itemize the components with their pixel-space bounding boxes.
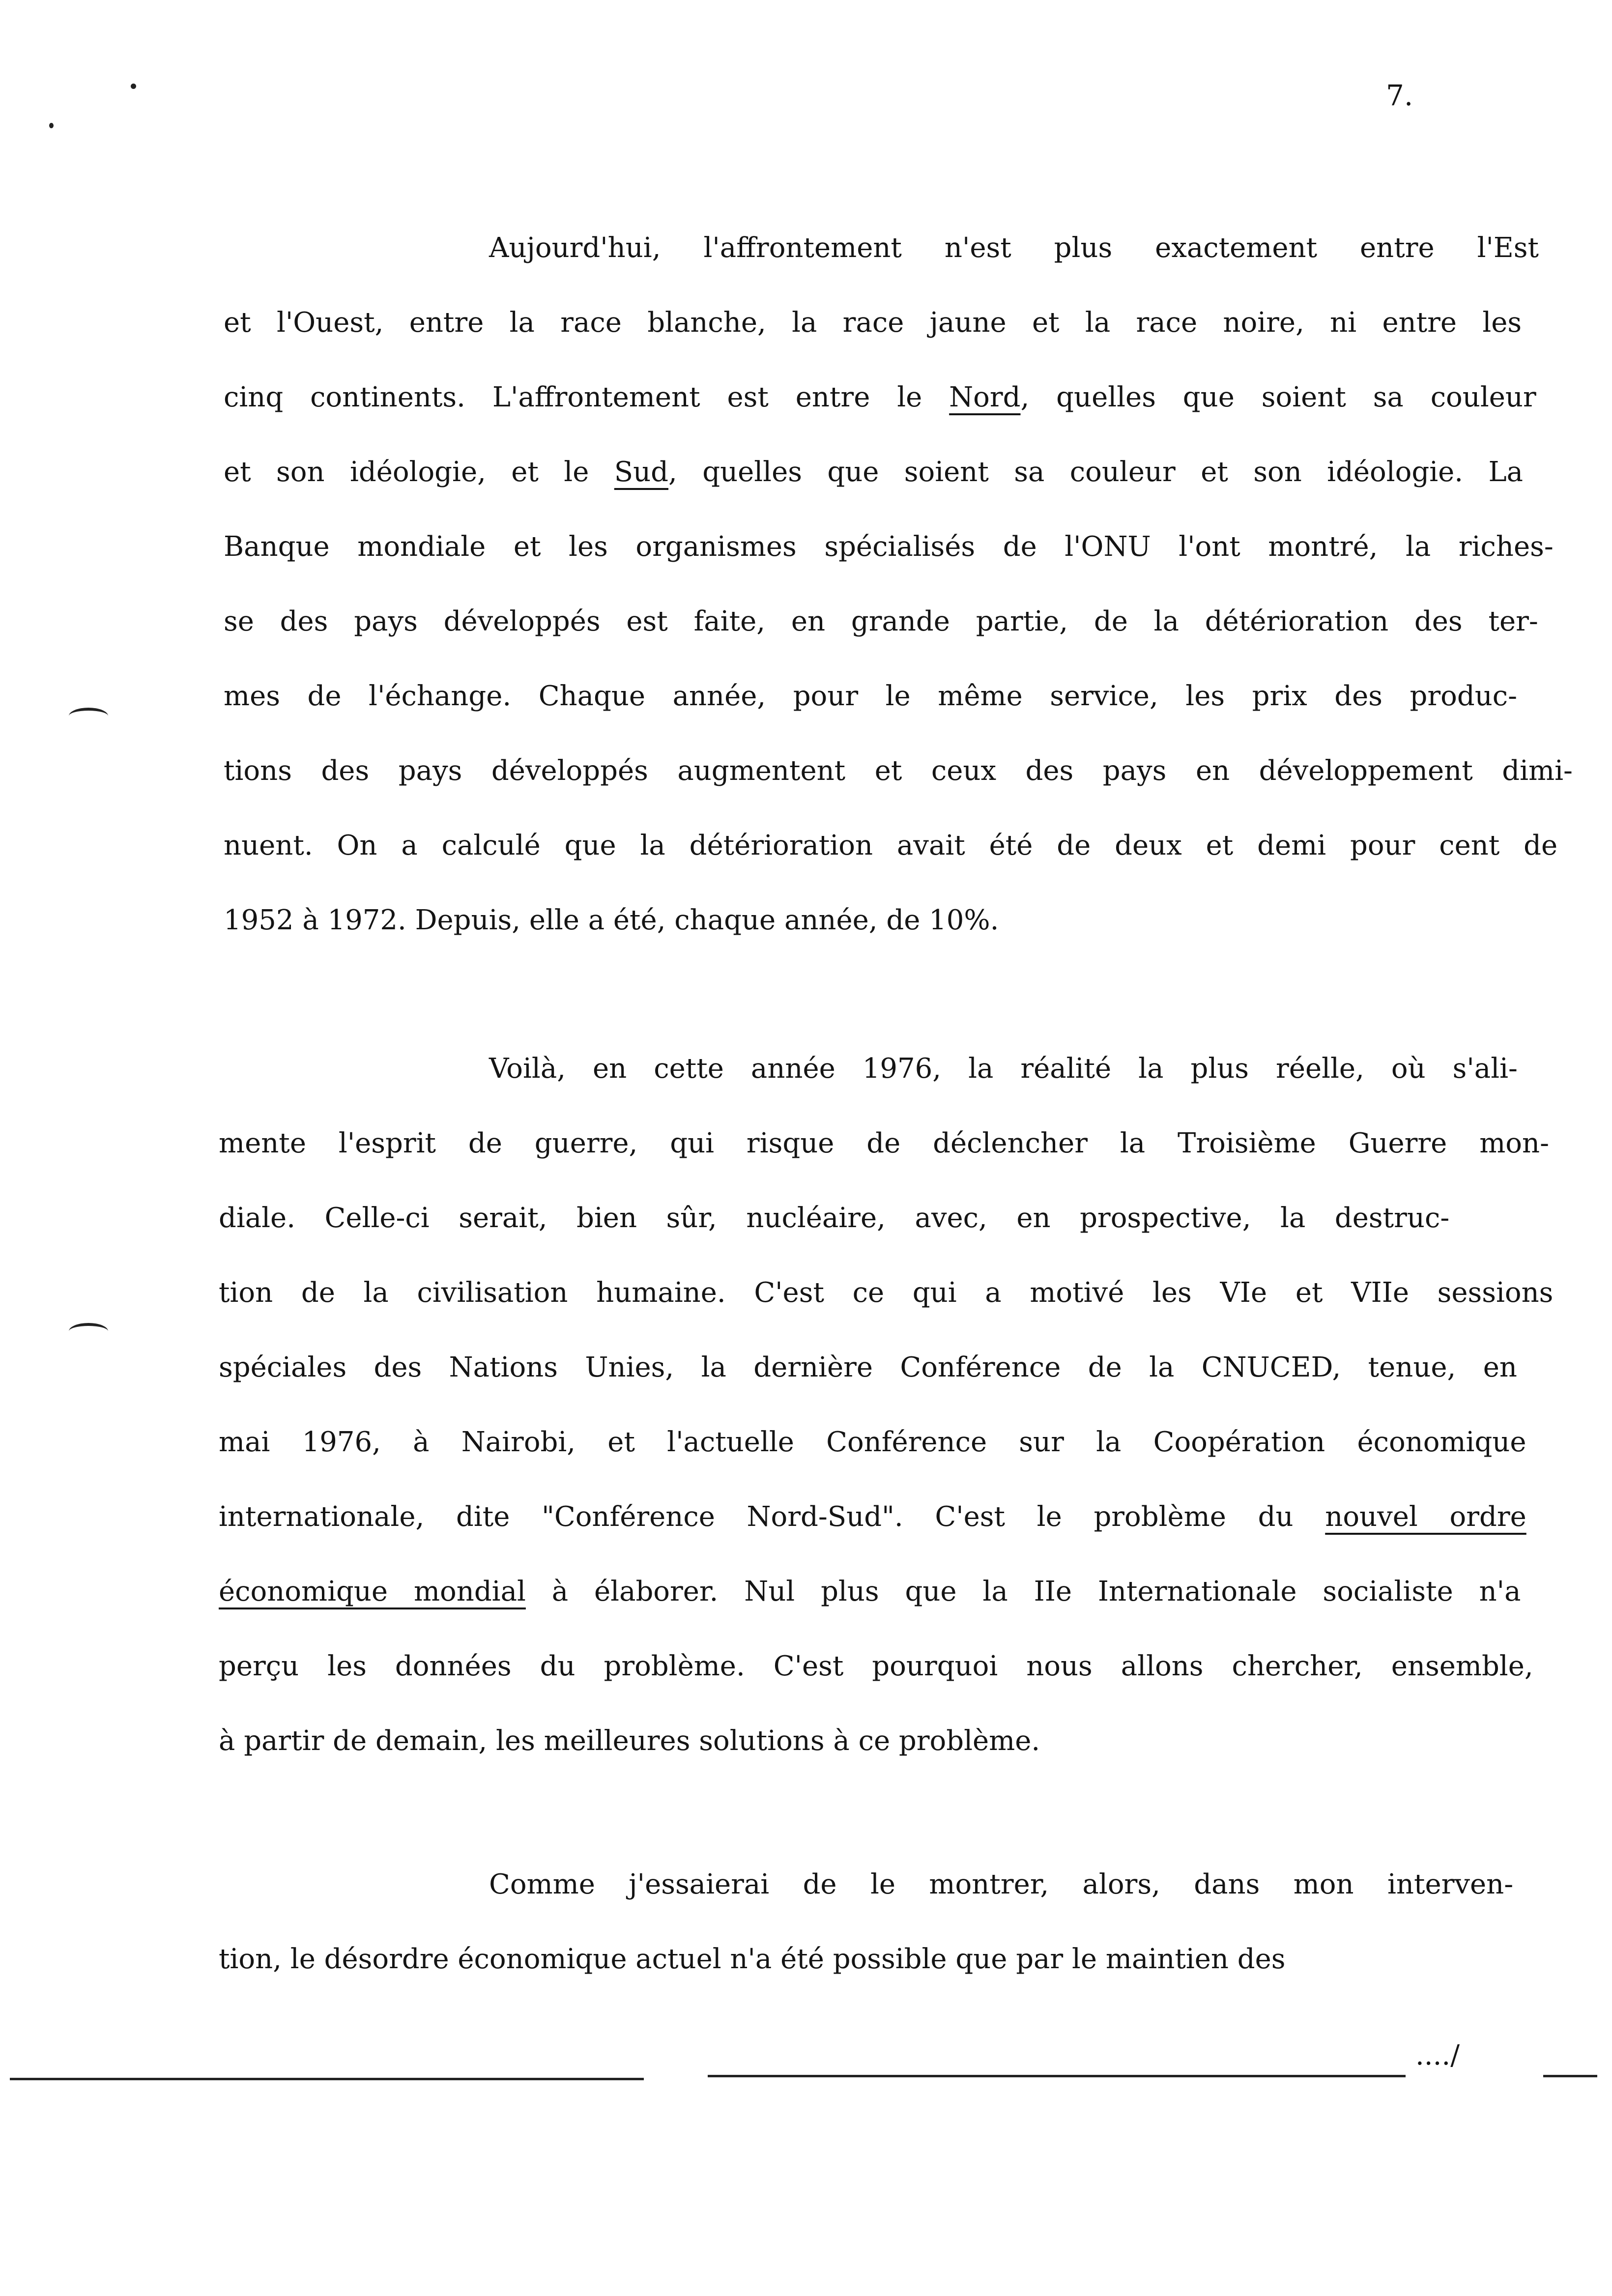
text-run: spéciales des Nations Unies, la dernière Conférence de la CNUCED, tenue, en xyxy=(219,1351,1517,1383)
underlined-text: Sud xyxy=(614,456,669,488)
scan-speck xyxy=(131,84,136,89)
scan-speck xyxy=(49,123,54,128)
text-line xyxy=(489,1867,1513,1902)
text-line xyxy=(219,1724,1040,1758)
text-line xyxy=(219,1276,1553,1310)
text-run: , quelles que soient sa couleur et son idéologie. La xyxy=(668,456,1524,488)
text-run: et l'Ouest, entre la race blanche, la race jaune et la race noire, ni entre les xyxy=(224,307,1522,339)
text-line xyxy=(219,1201,1449,1235)
text-run: à partir de demain, les meilleures solutions à ce problème. xyxy=(219,1725,1040,1757)
text-line xyxy=(219,1350,1517,1385)
margin-mark xyxy=(69,1323,108,1340)
text-line xyxy=(224,530,1554,564)
text-line xyxy=(489,1052,1518,1086)
underlined-text: nouvel ordre xyxy=(1325,1501,1526,1533)
text-line xyxy=(219,1575,1521,1609)
text-run: se des pays développés est faite, en grande partie, de la détérioration des ter- xyxy=(224,605,1538,637)
text-run: Voilà, en cette année 1976, la réalité la plus réelle, où s'ali- xyxy=(489,1053,1518,1085)
text-run: mai 1976, à Nairobi, et l'actuelle Conférence sur la Coopération économique xyxy=(219,1426,1526,1458)
text-line xyxy=(224,903,999,938)
text-run: , quelles que soient sa couleur xyxy=(1020,381,1536,413)
continuation-mark: ..../ xyxy=(1415,2039,1460,2071)
underlined-text: économique mondial xyxy=(219,1576,526,1607)
text-run: tion de la civilisation humaine. C'est ce qui a motivé les VIe et VIIe sessions xyxy=(219,1277,1554,1309)
text-line xyxy=(219,1942,1285,1977)
text-line xyxy=(219,1126,1549,1161)
text-line xyxy=(219,1425,1526,1460)
text-line xyxy=(224,679,1517,714)
text-run: cinq continents. L'affrontement est entre le xyxy=(224,381,950,413)
text-run: Banque mondiale et les organismes spécialisés de l'ONU l'ont montré, la riches- xyxy=(224,531,1554,563)
text-run: et son idéologie, et le xyxy=(224,456,614,488)
text-line xyxy=(224,455,1523,489)
text-run: Aujourd'hui, l'affrontement n'est plus exactement entre l'Est xyxy=(489,232,1539,264)
text-run: perçu les données du problème. C'est pourquoi nous allons chercher, ensemble, xyxy=(219,1650,1533,1682)
text-run: mente l'esprit de guerre, qui risque de déclencher la Troisième Guerre mon- xyxy=(219,1127,1550,1159)
text-run: mes de l'échange. Chaque année, pour le même service, les prix des produc- xyxy=(224,680,1518,712)
page-number: 7. xyxy=(1386,79,1413,112)
footer-rule-middle xyxy=(708,2075,1406,2077)
text-run: tions des pays développés augmentent et ceux des pays en développement dimi- xyxy=(224,755,1573,787)
text-run: 1952 à 1972. Depuis, elle a été, chaque année, de 10%. xyxy=(224,904,999,936)
text-line xyxy=(224,754,1573,788)
text-line xyxy=(219,1500,1526,1534)
text-run: nuent. On a calculé que la détérioration avait été de deux et demi pour cent de xyxy=(224,830,1558,861)
text-run: Comme j'essaierai de le montrer, alors, dans mon interven- xyxy=(489,1868,1514,1900)
text-line xyxy=(224,306,1522,340)
text-line xyxy=(224,829,1557,863)
text-run: à élaborer. Nul plus que la IIe Internationale socialiste n'a xyxy=(525,1576,1521,1607)
text-line xyxy=(224,380,1536,415)
text-run: internationale, dite "Conférence Nord-Sud". C'est le problème du xyxy=(219,1501,1325,1533)
footer-rule-right xyxy=(1543,2075,1597,2077)
underlined-text: Nord xyxy=(949,381,1021,413)
text-line xyxy=(489,231,1539,265)
text-run: tion, le désordre économique actuel n'a été possible que par le maintien des xyxy=(219,1943,1286,1975)
text-run: diale. Celle-ci serait, bien sûr, nucléaire, avec, en prospective, la destruc- xyxy=(219,1202,1450,1234)
margin-mark xyxy=(69,708,108,724)
footer-rule-left xyxy=(10,2078,644,2080)
text-line xyxy=(224,604,1538,639)
text-line xyxy=(219,1649,1533,1684)
